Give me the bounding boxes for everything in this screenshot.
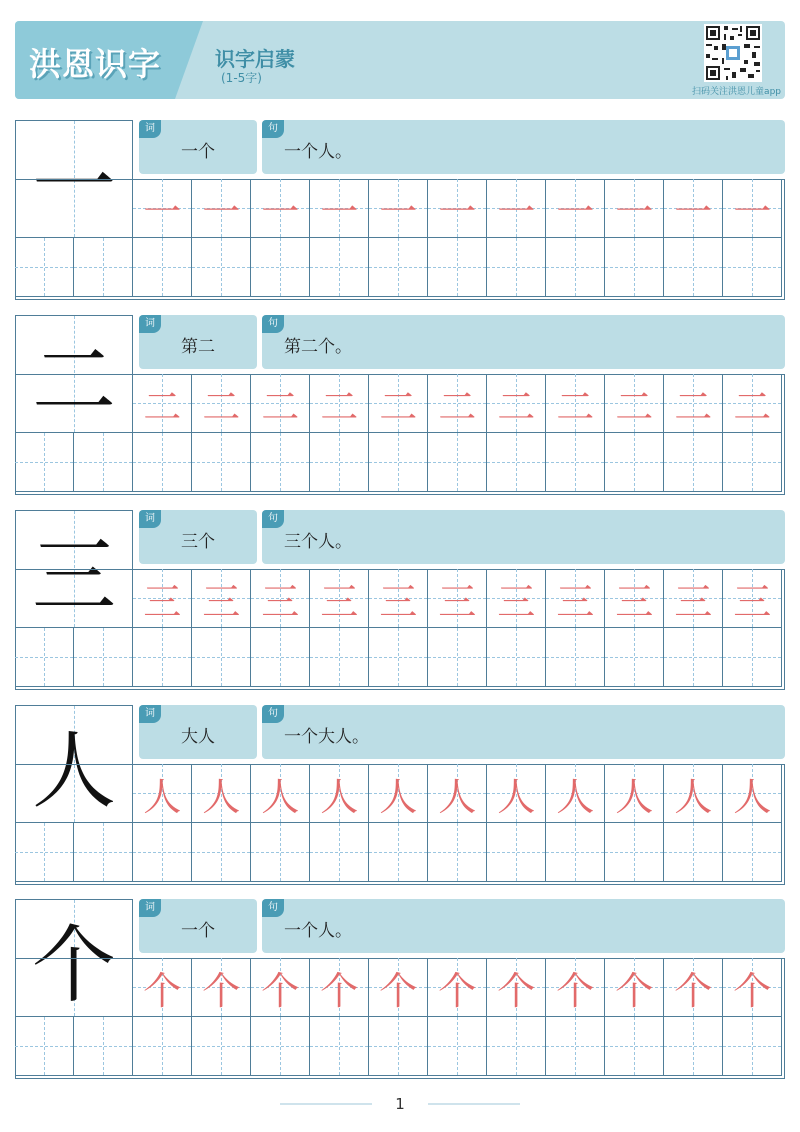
trace-cell [605,764,664,823]
trace-cell [369,374,428,433]
practice-cell[interactable] [369,238,428,297]
guide-line [457,823,458,881]
guide-line [103,433,104,491]
guide-line [634,823,635,881]
guide-line [162,823,163,881]
example-word: 三个 [181,532,215,552]
guide-line [634,628,635,686]
model-character: 一 [31,136,116,235]
example-sentence: 第二个。 [284,337,352,357]
trace-cell [369,764,428,823]
trace-cell [546,958,605,1017]
guide-line [103,823,104,881]
trace-character: 三 [556,579,595,624]
sentence-tag: 句 [262,510,284,528]
practice-cell[interactable] [192,433,251,492]
trace-character: 人 [143,774,182,819]
guide-line [634,433,635,491]
guide-line [339,238,340,296]
guide-line [693,823,694,881]
trace-cell [192,569,251,628]
guide-line [280,433,281,491]
practice-cell[interactable] [192,628,251,687]
trace-cell [605,958,664,1017]
practice-cell[interactable] [133,1017,192,1076]
trace-cell [546,764,605,823]
guide-line [516,823,517,881]
character-block [15,899,785,1079]
trace-character: 个 [202,968,241,1013]
practice-cell[interactable] [546,433,605,492]
practice-cell[interactable] [310,1017,369,1076]
guide-line [752,238,753,296]
practice-cell[interactable] [251,238,310,297]
trace-character: 三 [320,579,359,624]
trace-character: 个 [320,968,359,1013]
trace-cell [369,958,428,1017]
guide-line [575,628,576,686]
guide-line [457,238,458,296]
trace-character: 个 [674,968,713,1013]
practice-cell[interactable] [487,1017,546,1076]
trace-cell [487,764,546,823]
sentence-tag: 句 [262,705,284,723]
trace-cell [251,764,310,823]
practice-cell[interactable] [487,238,546,297]
trace-character: 三 [733,579,772,624]
character-block [15,120,785,300]
trace-cell [664,569,723,628]
guide-line [103,628,104,686]
trace-cell [723,374,782,433]
trace-cell [605,179,664,238]
practice-cell[interactable] [664,823,723,882]
guide-line [516,238,517,296]
practice-cell[interactable] [723,433,782,492]
practice-cell[interactable] [74,628,133,687]
trace-character: 一 [615,189,654,234]
trace-character: 一 [379,189,418,234]
trace-character: 二 [379,384,418,429]
trace-cell [487,179,546,238]
trace-character: 一 [674,189,713,234]
practice-cell[interactable] [428,238,487,297]
practice-cell[interactable] [369,1017,428,1076]
practice-cell[interactable] [605,628,664,687]
guide-line [693,628,694,686]
trace-character: 个 [615,968,654,1013]
trace-character: 一 [143,189,182,234]
word-box [139,510,257,564]
word-box [139,899,257,953]
guide-line [575,823,576,881]
worksheet-header [15,21,785,99]
practice-cell[interactable] [15,433,74,492]
trace-character: 三 [202,579,241,624]
brand-logo: 洪恩识字 [29,45,162,83]
trace-character: 人 [497,774,536,819]
trace-cell [192,374,251,433]
practice-cell[interactable] [664,238,723,297]
character-block [15,315,785,495]
practice-cell[interactable] [605,238,664,297]
practice-cell[interactable] [487,628,546,687]
guide-line [398,1017,399,1075]
trace-cell [487,958,546,1017]
example-word: 第二 [181,337,215,357]
guide-line [280,628,281,686]
writing-grid [15,179,785,300]
trace-cell [133,958,192,1017]
guide-line [162,433,163,491]
guide-line [221,433,222,491]
trace-character: 一 [438,189,477,234]
practice-cell[interactable] [664,433,723,492]
trace-character: 一 [497,189,536,234]
trace-cell [310,958,369,1017]
trace-cell [192,179,251,238]
trace-character: 人 [556,774,595,819]
trace-cell [664,374,723,433]
practice-cell[interactable] [723,628,782,687]
trace-cell [428,569,487,628]
trace-cell [605,569,664,628]
trace-cell [428,958,487,1017]
guide-line [752,433,753,491]
trace-character: 二 [261,384,300,429]
trace-cell [428,374,487,433]
trace-cell [664,958,723,1017]
guide-line [44,238,45,296]
guide-line [752,1017,753,1075]
trace-cell [664,764,723,823]
trace-character: 三 [674,579,713,624]
guide-line [693,238,694,296]
trace-character: 二 [733,384,772,429]
writing-grid [15,958,785,1079]
trace-cell [487,569,546,628]
guide-line [44,823,45,881]
guide-line [398,628,399,686]
guide-line [457,433,458,491]
guide-line [634,238,635,296]
example-word: 大人 [181,727,215,747]
guide-line [280,823,281,881]
trace-character: 二 [674,384,713,429]
trace-character: 二 [615,384,654,429]
trace-cell [428,764,487,823]
guide-line [103,1017,104,1075]
trace-cell [369,569,428,628]
trace-cell [487,374,546,433]
word-tag: 词 [139,899,161,917]
practice-cell[interactable] [15,628,74,687]
word-tag: 词 [139,315,161,333]
model-character: 三 [31,526,116,625]
practice-cell[interactable] [310,433,369,492]
guide-line [162,628,163,686]
trace-character: 一 [320,189,359,234]
practice-cell[interactable] [133,238,192,297]
trace-character: 人 [379,774,418,819]
trace-character: 人 [202,774,241,819]
trace-character: 二 [556,384,595,429]
guide-line [575,433,576,491]
trace-cell [723,764,782,823]
guide-line [516,628,517,686]
trace-cell [133,374,192,433]
trace-character: 二 [438,384,477,429]
trace-character: 二 [497,384,536,429]
trace-cell [310,764,369,823]
trace-character: 三 [143,579,182,624]
example-sentence: 三个人。 [284,532,352,552]
trace-cell [133,179,192,238]
practice-cell[interactable] [428,628,487,687]
practice-cell[interactable] [487,433,546,492]
example-word: 一个 [181,142,215,162]
practice-cell[interactable] [310,238,369,297]
practice-cell[interactable] [546,628,605,687]
practice-cell[interactable] [487,823,546,882]
trace-cell [310,374,369,433]
practice-cell[interactable] [605,433,664,492]
word-box [139,120,257,174]
practice-cell[interactable] [310,823,369,882]
practice-cell[interactable] [74,823,133,882]
trace-cell [428,179,487,238]
character-block [15,705,785,885]
practice-cell[interactable] [546,238,605,297]
sentence-tag: 句 [262,120,284,138]
trace-cell [133,569,192,628]
word-box [139,705,257,759]
sentence-box [262,120,785,174]
sentence-tag: 句 [262,899,284,917]
guide-line [752,628,753,686]
guide-line [575,1017,576,1075]
writing-grid [15,569,785,690]
guide-line [339,628,340,686]
trace-character: 二 [143,384,182,429]
trace-cell [251,179,310,238]
practice-cell[interactable] [74,238,133,297]
practice-cell[interactable] [251,628,310,687]
sentence-box [262,705,785,759]
word-tag: 词 [139,510,161,528]
word-tag: 词 [139,705,161,723]
guide-line [398,238,399,296]
trace-character: 人 [261,774,300,819]
practice-cell[interactable] [369,628,428,687]
guide-line [634,1017,635,1075]
guide-line [516,1017,517,1075]
practice-cell[interactable] [723,823,782,882]
trace-cell [369,179,428,238]
guide-line [575,238,576,296]
trace-character: 二 [320,384,359,429]
worksheet-subtitle: (1-5字) [221,71,262,85]
trace-character: 个 [261,968,300,1013]
practice-cell[interactable] [546,823,605,882]
practice-cell[interactable] [369,823,428,882]
trace-character: 二 [202,384,241,429]
example-sentence: 一个大人。 [284,727,369,747]
trace-cell [546,179,605,238]
guide-line [516,433,517,491]
trace-cell [546,374,605,433]
trace-character: 个 [733,968,772,1013]
model-character: 个 [31,915,116,1014]
practice-cell[interactable] [546,1017,605,1076]
qr-code-icon [704,24,762,82]
trace-cell [310,569,369,628]
guide-line [162,1017,163,1075]
guide-line [457,628,458,686]
trace-cell [192,958,251,1017]
trace-cell [723,179,782,238]
trace-character: 个 [556,968,595,1013]
practice-cell[interactable] [428,433,487,492]
word-box [139,315,257,369]
practice-cell[interactable] [251,1017,310,1076]
guide-line [44,628,45,686]
worksheet-title: 识字启蒙 [215,47,295,71]
practice-cell[interactable] [664,1017,723,1076]
guide-line [280,238,281,296]
model-character: 人 [31,721,116,820]
practice-cell[interactable] [664,628,723,687]
word-tag: 词 [139,120,161,138]
practice-cell[interactable] [15,238,74,297]
trace-cell [664,179,723,238]
trace-cell [605,374,664,433]
trace-character: 三 [261,579,300,624]
trace-character: 人 [615,774,654,819]
trace-character: 一 [261,189,300,234]
practice-cell[interactable] [192,823,251,882]
trace-cell [192,764,251,823]
guide-line [221,628,222,686]
writing-grid [15,374,785,495]
writing-grid [15,764,785,885]
character-block [15,510,785,690]
practice-cell[interactable] [428,823,487,882]
guide-line [339,1017,340,1075]
practice-cell[interactable] [133,433,192,492]
sentence-box [262,510,785,564]
trace-character: 三 [497,579,536,624]
guide-line [339,433,340,491]
guide-line [398,433,399,491]
trace-character: 人 [733,774,772,819]
guide-line [280,1017,281,1075]
practice-cell[interactable] [133,628,192,687]
trace-cell [133,764,192,823]
example-sentence: 一个人。 [284,921,352,941]
trace-character: 个 [438,968,477,1013]
model-character: 二 [31,331,116,430]
guide-line [44,433,45,491]
guide-line [44,1017,45,1075]
trace-character: 个 [143,968,182,1013]
guide-line [103,238,104,296]
trace-cell [723,569,782,628]
sentence-box [262,315,785,369]
trace-character: 一 [556,189,595,234]
practice-cell[interactable] [723,238,782,297]
trace-character: 三 [615,579,654,624]
example-sentence: 一个人。 [284,142,352,162]
guide-line [221,238,222,296]
practice-cell[interactable] [251,823,310,882]
sentence-box [262,899,785,953]
trace-character: 一 [202,189,241,234]
practice-cell[interactable] [74,433,133,492]
trace-cell [723,958,782,1017]
practice-cell[interactable] [369,433,428,492]
guide-line [221,823,222,881]
guide-line [339,823,340,881]
practice-cell[interactable] [133,823,192,882]
guide-line [162,238,163,296]
practice-cell[interactable] [428,1017,487,1076]
practice-cell[interactable] [74,1017,133,1076]
practice-cell[interactable] [605,823,664,882]
guide-line [693,433,694,491]
page-number: 1 [395,1095,405,1113]
trace-character: 人 [320,774,359,819]
guide-line [693,1017,694,1075]
guide-line [457,1017,458,1075]
practice-cell[interactable] [192,1017,251,1076]
practice-cell[interactable] [15,823,74,882]
trace-cell [251,569,310,628]
practice-cell[interactable] [723,1017,782,1076]
trace-cell [310,179,369,238]
trace-character: 一 [733,189,772,234]
trace-character: 三 [438,579,477,624]
trace-character: 个 [497,968,536,1013]
qr-caption: 扫码关注洪恩儿童app [692,87,781,97]
guide-line [752,823,753,881]
practice-cell[interactable] [605,1017,664,1076]
trace-cell [546,569,605,628]
sentence-tag: 句 [262,315,284,333]
practice-cell[interactable] [251,433,310,492]
practice-cell[interactable] [310,628,369,687]
trace-character: 人 [438,774,477,819]
guide-line [398,823,399,881]
practice-cell[interactable] [192,238,251,297]
trace-cell [251,374,310,433]
trace-character: 人 [674,774,713,819]
trace-character: 三 [379,579,418,624]
practice-cell[interactable] [15,1017,74,1076]
example-word: 一个 [181,921,215,941]
guide-line [221,1017,222,1075]
trace-character: 个 [379,968,418,1013]
trace-cell [251,958,310,1017]
